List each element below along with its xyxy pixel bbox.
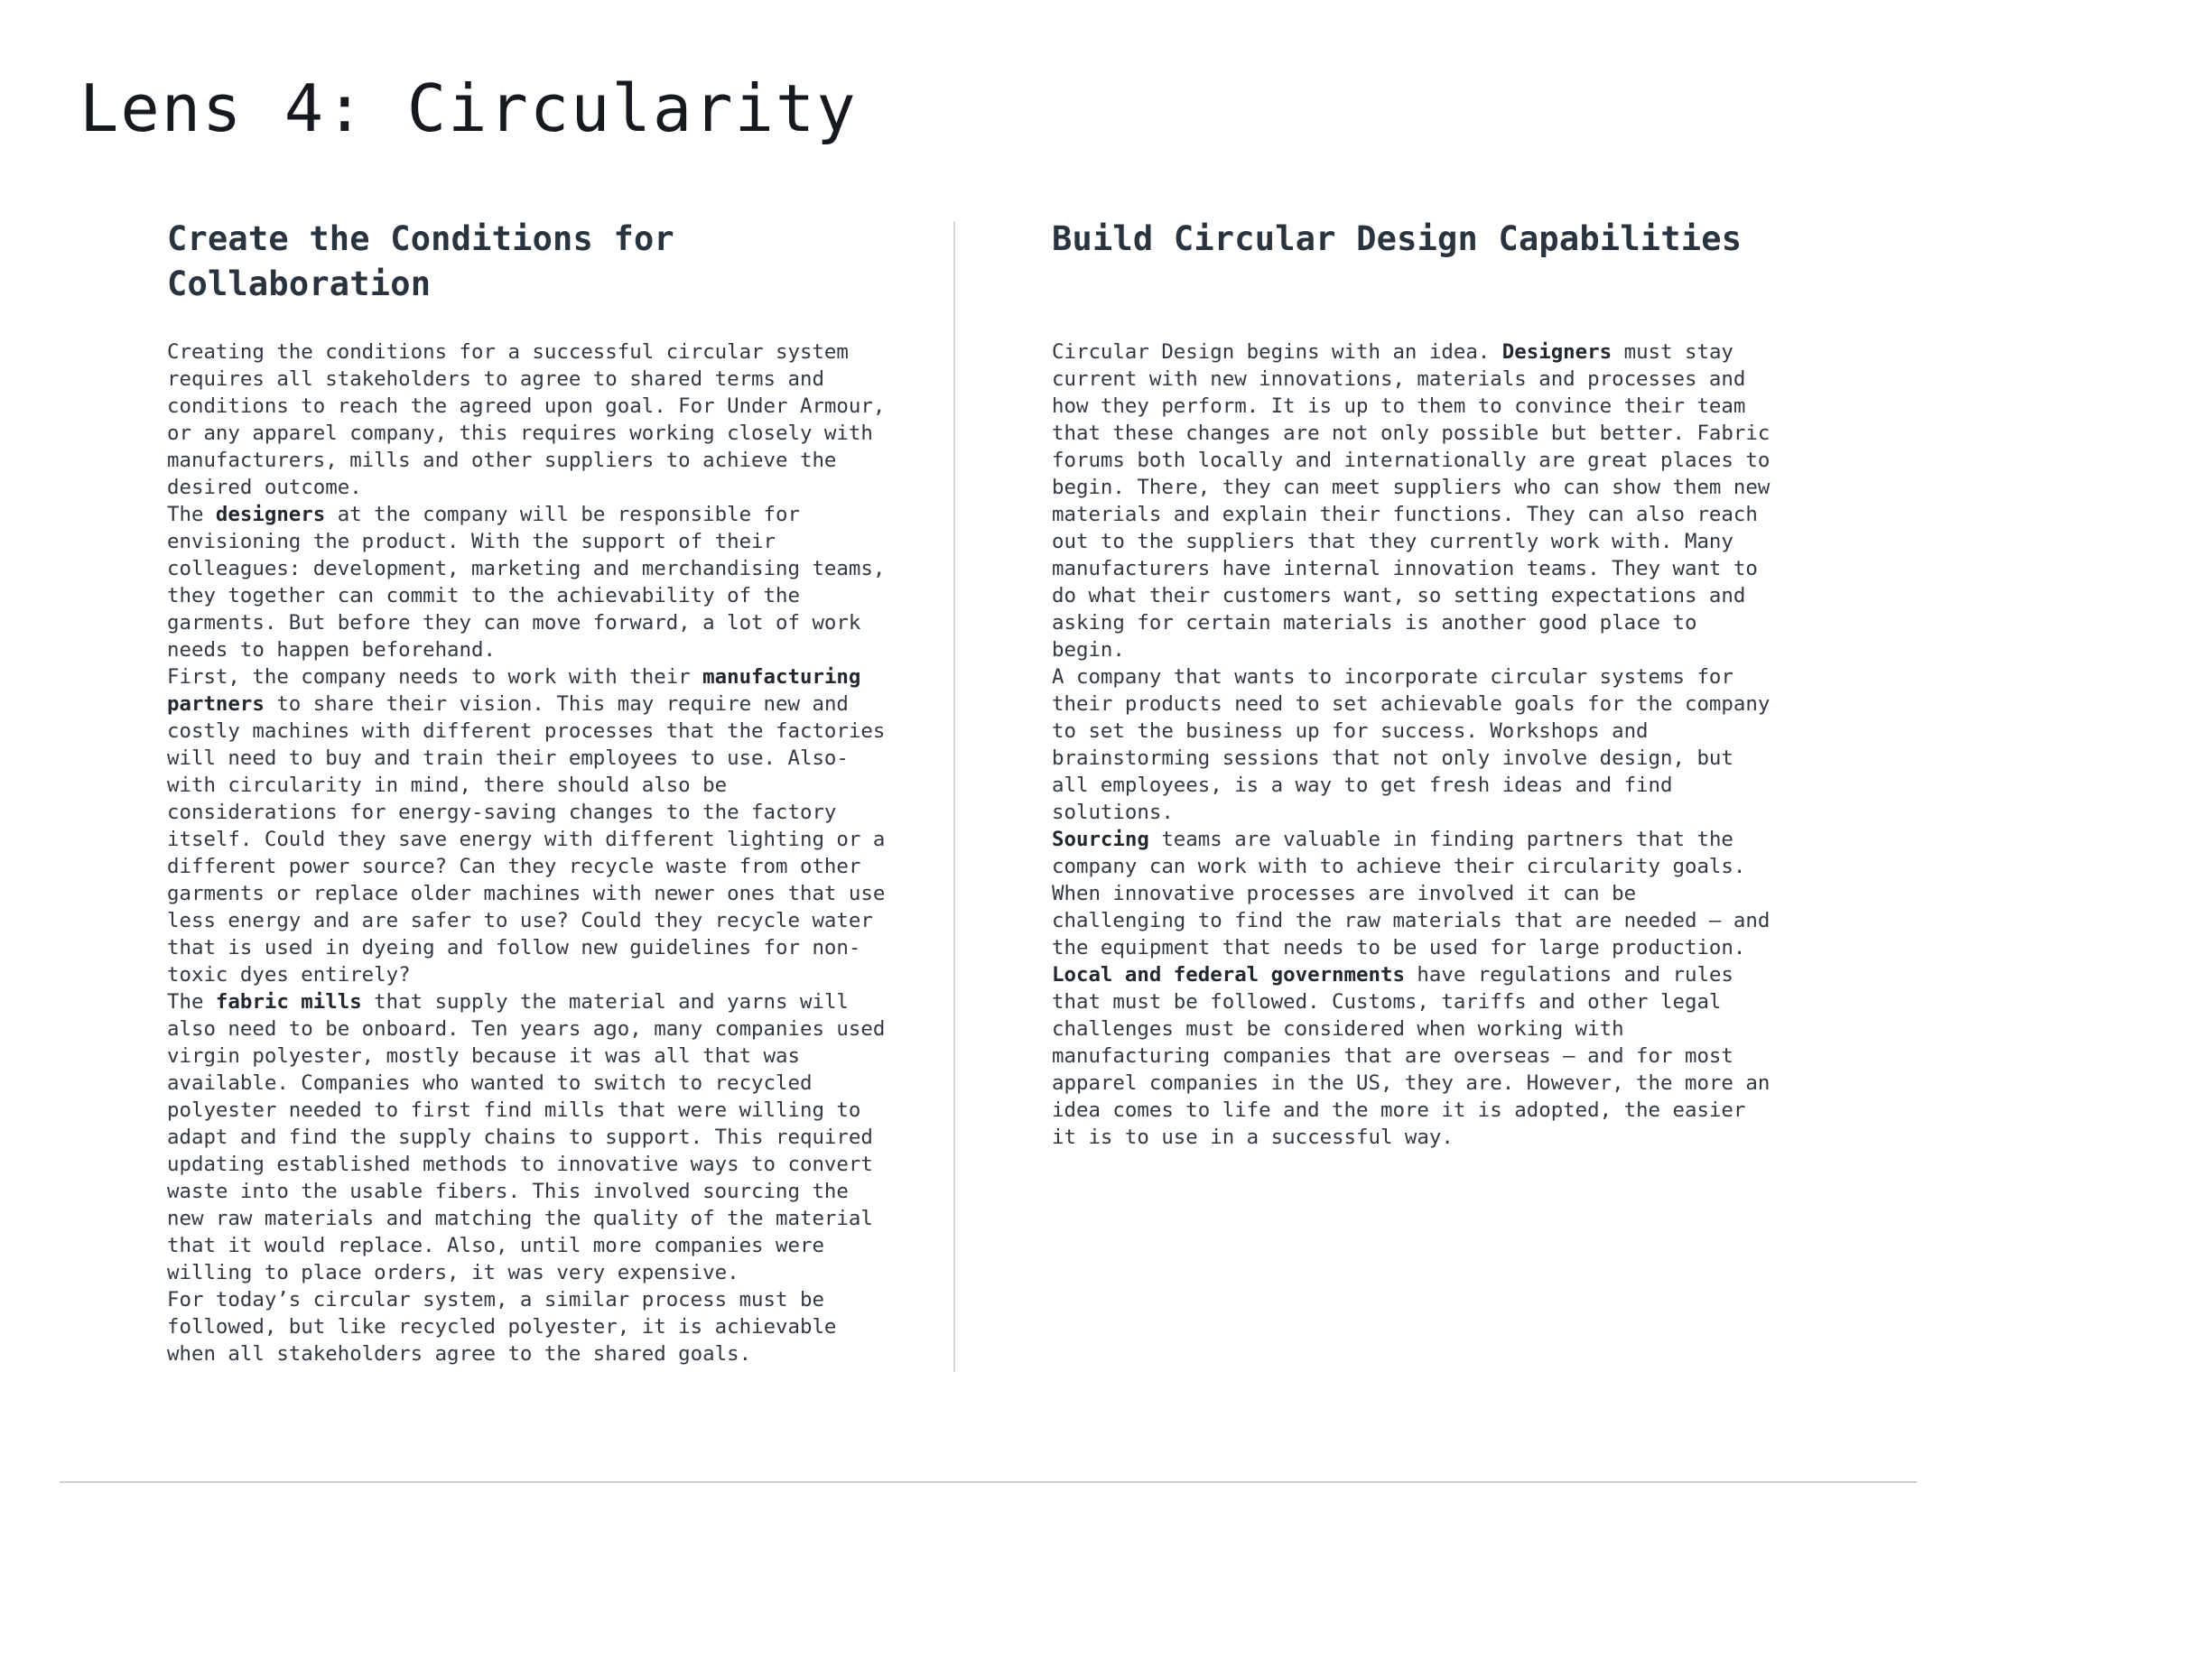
paragraph: The fabric mills that supply the material and yarns will also need to be onboard. Ten years ago, many companies used virgin polyester, mostly because it was all that was available. Companies who wanted to switch to recycled polyester needed to first find mills that were willing to adapt and find the supply chains to support. This required updating established methods to innovative ways to convert waste into the usable fibers. This involved sourcing the new raw materials and matching the quality of the material that it would replace. Also, until more companies were willing to place orders, it was very expensive.: [167, 990, 886, 1284]
bold-term: Local and federal governments: [1052, 963, 1405, 987]
footer-rule: [60, 1481, 1917, 1483]
paragraph: A company that wants to incorporate circular systems for their products need to set achievable goals for the company to set the business up for success. Workshops and brainstorming sessions that not only involve design, but all employees, is a way to get fresh ideas and find solutions.: [1052, 665, 1771, 824]
paragraph: For today’s circular system, a similar process must be followed, but like recycled polyester, it is achievable when all stakeholders agree to the shared goals.: [167, 1288, 837, 1366]
column-divider: [953, 221, 955, 1372]
right-column-heading: Build Circular Design Capabilities: [1052, 219, 1743, 258]
paragraph: Sourcing teams are valuable in finding partners that the company can work with to achieve their circularity goals. When innovative processes are involved it can be challenging to find the raw materials that are needed – and the equipment that needs to be used for large production.: [1052, 828, 1771, 959]
left-column-heading: Create the Conditions for Collaboration: [167, 219, 674, 303]
left-column-body: [167, 338, 889, 1367]
right-column-body: [1052, 338, 1792, 1151]
bold-term: Sourcing: [1052, 828, 1149, 851]
left-column: [167, 217, 889, 1367]
paragraph: Creating the conditions for a successful circular system requires all stakeholders to agree to shared terms and conditions to reach the agreed upon goal. For Under Armour, or any apparel company, this requires working closely with manufacturers, mills and other suppliers to achieve the desired outcome.: [167, 340, 886, 499]
bold-term: fabric mills: [215, 990, 362, 1014]
bold-term: Designers: [1501, 340, 1613, 364]
right-column: [1052, 217, 1792, 1151]
paragraph: The designers at the company will be responsible for envisioning the product. With the support of their colleagues: development, marketing and merchandising teams, they together can commit to the achievability of the garments. But before they can move forward, a lot of work needs to happen beforehand.: [167, 503, 886, 662]
bold-term: manufacturing partners: [167, 665, 861, 716]
paragraph: Circular Design begins with an idea. Designers must stay current with new innovations, materials and processes and how they perform. It is up to them to convince their team that these changes are not only possible but better. Fabric forums both locally and internationally are great places to begin. There, they can meet suppliers who can show them new materials and explain their functions. They can also reach out to the suppliers that they currently work with. Many manufacturers have internal innovation teams. They want to do what their customers want, so setting expectations and asking for certain materials is another good place to begin.: [1052, 340, 1771, 662]
bold-term: designers: [215, 503, 326, 526]
page-title: Lens 4: Circularity: [79, 70, 858, 146]
paragraph: First, the company needs to work with their manufacturing partners to share their vision. This may require new and costly machines with different processes that the factories will need to buy and train their employees to use. Also- with circularity in mind, there should also be considerations for energy-saving changes to the factory itself. Could they save energy with different lighting or a different power source? Can they recycle waste from other garments or replace older machines with newer ones that use less energy and are safer to use? Could they recycle water that is used in dyeing and follow new guidelines for non- toxic dyes entirely?: [167, 665, 886, 987]
paragraph: Local and federal governments have regulations and rules that must be followed. Customs, tariffs and other legal challenges must be considered when working with manufacturing companies that are overseas – and for most apparel companies in the US, they are. However, the more an idea comes to life and the more it is adopted, the easier it is to use in a successful way.: [1052, 963, 1771, 1149]
